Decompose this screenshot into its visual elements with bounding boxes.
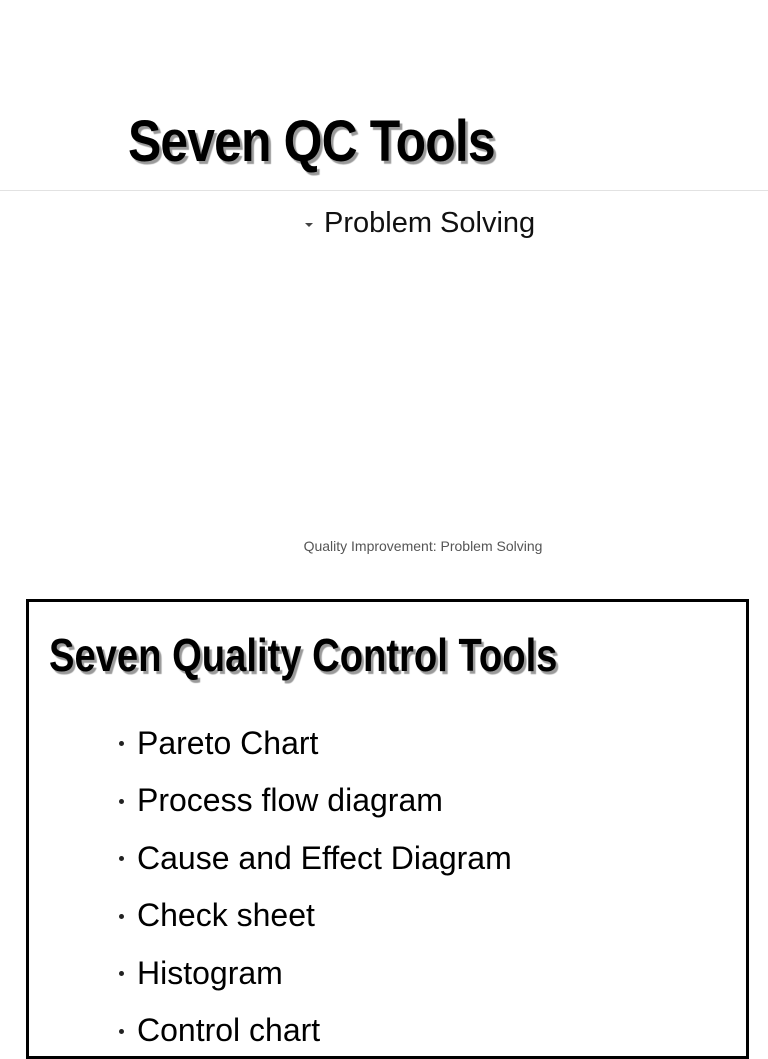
bullet-icon [119, 1029, 124, 1034]
list-item [115, 1002, 512, 1059]
list-item [115, 772, 512, 830]
slide-1-subtitle [300, 205, 535, 241]
list-item [115, 944, 512, 1002]
bullet-icon [119, 971, 124, 976]
list-item [115, 887, 512, 945]
tool-list [115, 714, 512, 1059]
bullet-icon [119, 856, 124, 861]
list-item [115, 829, 512, 887]
slide-1-footer: Quality Improvement: Problem Solving [0, 537, 768, 555]
bullet-icon [119, 914, 124, 919]
list-item-text: Check sheet [137, 895, 315, 935]
list-item-text: Control chart [137, 1010, 320, 1050]
bullet-icon [119, 799, 124, 804]
slide-2-title: Seven Quality Control Tools [49, 624, 557, 686]
bullet-icon [119, 741, 124, 746]
list-item-text: Histogram [137, 953, 283, 993]
list-item-text: Cause and Effect Diagram [137, 838, 512, 878]
list-item-text: Process flow diagram [137, 780, 443, 820]
list-item [115, 714, 512, 772]
slide-1-divider [0, 190, 768, 191]
list-item-text: Pareto Chart [137, 723, 318, 763]
slide-1-title: Seven QC Tools [128, 104, 495, 180]
slide-1-subtitle-text: Problem Solving [324, 205, 535, 241]
slide-2 [26, 599, 749, 1059]
caret-bullet-icon [305, 223, 313, 227]
